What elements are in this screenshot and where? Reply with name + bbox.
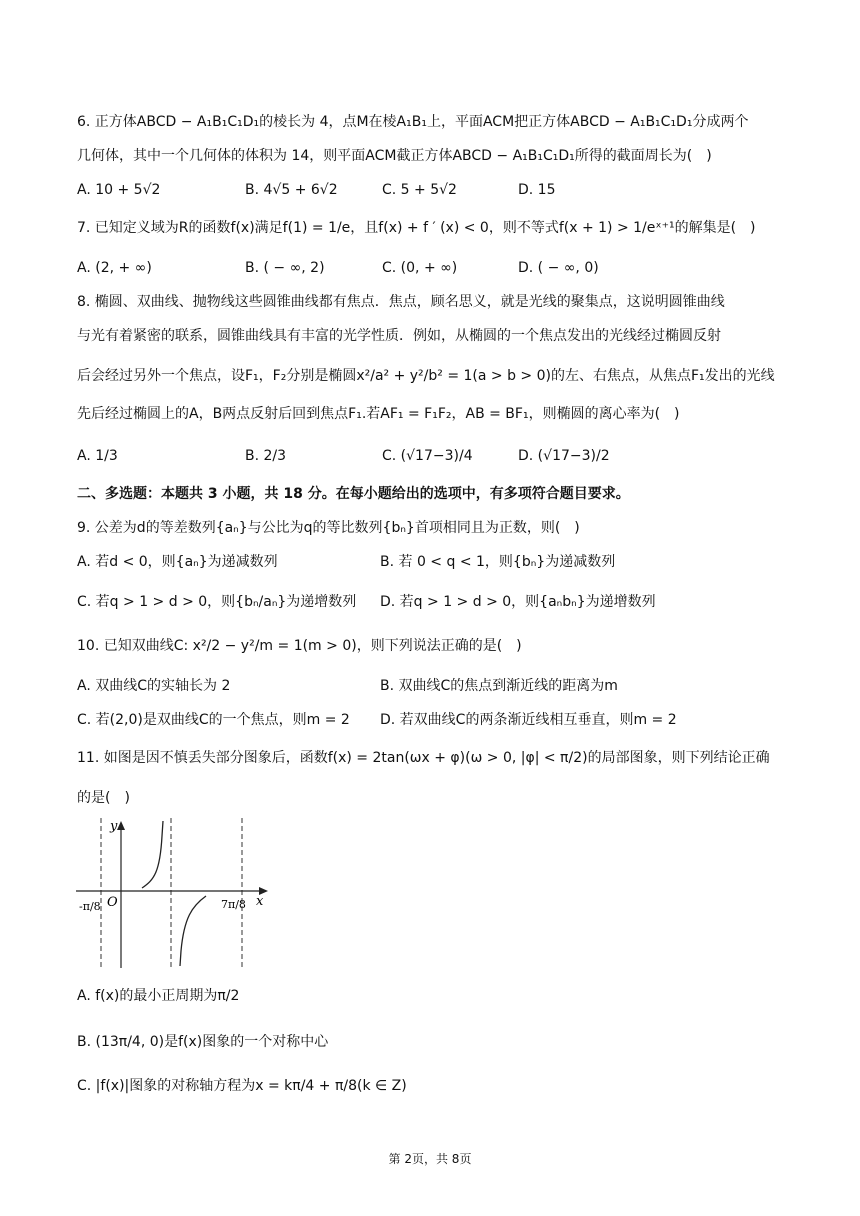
- q8-option-b: B. 2/3: [245, 448, 287, 464]
- q8-line2: 与光有着紧密的联系，圆锥曲线具有丰富的光学性质．例如，从椭圆的一个焦点发出的光线经过椭圆反射: [77, 328, 721, 344]
- q11-option-a: A. f(x)的最小正周期为π/2: [77, 988, 240, 1004]
- q10-option-c: C. 若(2,0)是双曲线C的一个焦点，则m = 2: [77, 712, 350, 728]
- q9-option-d: D. 若q > 1 > d > 0，则{aₙbₙ}为递增数列: [380, 594, 656, 610]
- origin-label: O: [107, 895, 118, 910]
- q9-option-c: C. 若q > 1 > d > 0，则{bₙ/aₙ}为递增数列: [77, 594, 357, 610]
- q6-option-b: B. 4√5 + 6√2: [245, 182, 338, 198]
- right-tick-label: 7π/8: [221, 898, 246, 911]
- q9-line1: 9. 公差为d的等差数列{aₙ}与公比为q的等比数列{bₙ}首项相同且为正数，则( ): [77, 520, 580, 536]
- q6-line2: 几何体，其中一个几何体的体积为 14，则平面ACM截正方体ABCD − A₁B₁C₁D₁所得的截面周长为( ): [77, 148, 712, 164]
- q7-option-c: C. (0, + ∞): [382, 260, 458, 276]
- q10-option-b: B. 双曲线C的焦点到渐近线的距离为m: [380, 678, 618, 694]
- q11-line2: 的是( ): [77, 790, 130, 806]
- q7-option-a: A. (2, + ∞): [77, 260, 152, 276]
- page-footer: 第 2页，共 8页: [388, 1152, 472, 1166]
- q8-option-a: A. 1/3: [77, 448, 118, 464]
- x-label: x: [256, 894, 264, 909]
- q8-line4: 先后经过椭圆上的A，B两点反射后回到焦点F₁.若AF₁ = F₁F₂，AB = BF₁，则椭圆的离心率为( ): [77, 406, 680, 422]
- q11-option-c: C. |f(x)|图象的对称轴方程为x = kπ/4 + π/8(k ∈ Z): [77, 1078, 407, 1094]
- q6-option-c: C. 5 + 5√2: [382, 182, 457, 198]
- left-tick-label: -π/8: [79, 900, 101, 913]
- q7-option-b: B. ( − ∞, 2): [245, 260, 325, 276]
- q8-line1: 8. 椭圆、双曲线、抛物线这些圆锥曲线都有焦点．焦点，顾名思义，就是光线的聚集点，这说明圆锥曲线: [77, 294, 725, 310]
- q11-option-b: B. (13π/4, 0)是f(x)图象的一个对称中心: [77, 1034, 329, 1050]
- section-heading: 二、多选题：本题共 3 小题，共 18 分。在每小题给出的选项中，有多项符合题目要求。: [77, 486, 630, 502]
- y-axis-arrow: [117, 821, 125, 830]
- q7-option-d: D. ( − ∞, 0): [518, 260, 599, 276]
- q8-option-c: C. (√17−3)/4: [382, 448, 473, 464]
- q6-line1: 6. 正方体ABCD − A₁B₁C₁D₁的棱长为 4，点M在棱A₁B₁上，平面ACM把正方体ABCD − A₁B₁C₁D₁分成两个: [77, 114, 749, 130]
- q9-option-b: B. 若 0 < q < 1，则{bₙ}为递减数列: [380, 554, 616, 570]
- q10-option-a: A. 双曲线C的实轴长为 2: [77, 678, 231, 694]
- q6-option-a: A. 10 + 5√2: [77, 182, 161, 198]
- q10-option-d: D. 若双曲线C的两条渐近线相互垂直，则m = 2: [380, 712, 677, 728]
- q8-option-d: D. (√17−3)/2: [518, 448, 610, 464]
- q6-option-d: D. 15: [518, 182, 556, 198]
- tan-graph: [76, 816, 276, 972]
- q8-line3: 后会经过另外一个焦点，设F₁，F₂分别是椭圆x²/a² + y²/b² = 1(a > b > 0)的左、右焦点，从焦点F₁发出的光线: [77, 368, 775, 384]
- q7-line1: 7. 已知定义域为R的函数f(x)满足f(1) = 1/e，且f(x) + f ′ (x) < 0，则不等式f(x + 1) > 1/eˣ⁺¹的解集是( ): [77, 220, 756, 236]
- q10-line1: 10. 已知双曲线C: x²/2 − y²/m = 1(m > 0)，则下列说法正确的是( ): [77, 638, 522, 654]
- curve-upper: [142, 821, 163, 888]
- y-label: y: [110, 819, 118, 834]
- curve-lower: [180, 896, 206, 966]
- q9-option-a: A. 若d < 0，则{aₙ}为递减数列: [77, 554, 278, 570]
- q11-line1: 11. 如图是因不慎丢失部分图象后，函数f(x) = 2tan(ωx + φ)(ω > 0, |φ| < π/2)的局部图象，则下列结论正确: [77, 750, 770, 766]
